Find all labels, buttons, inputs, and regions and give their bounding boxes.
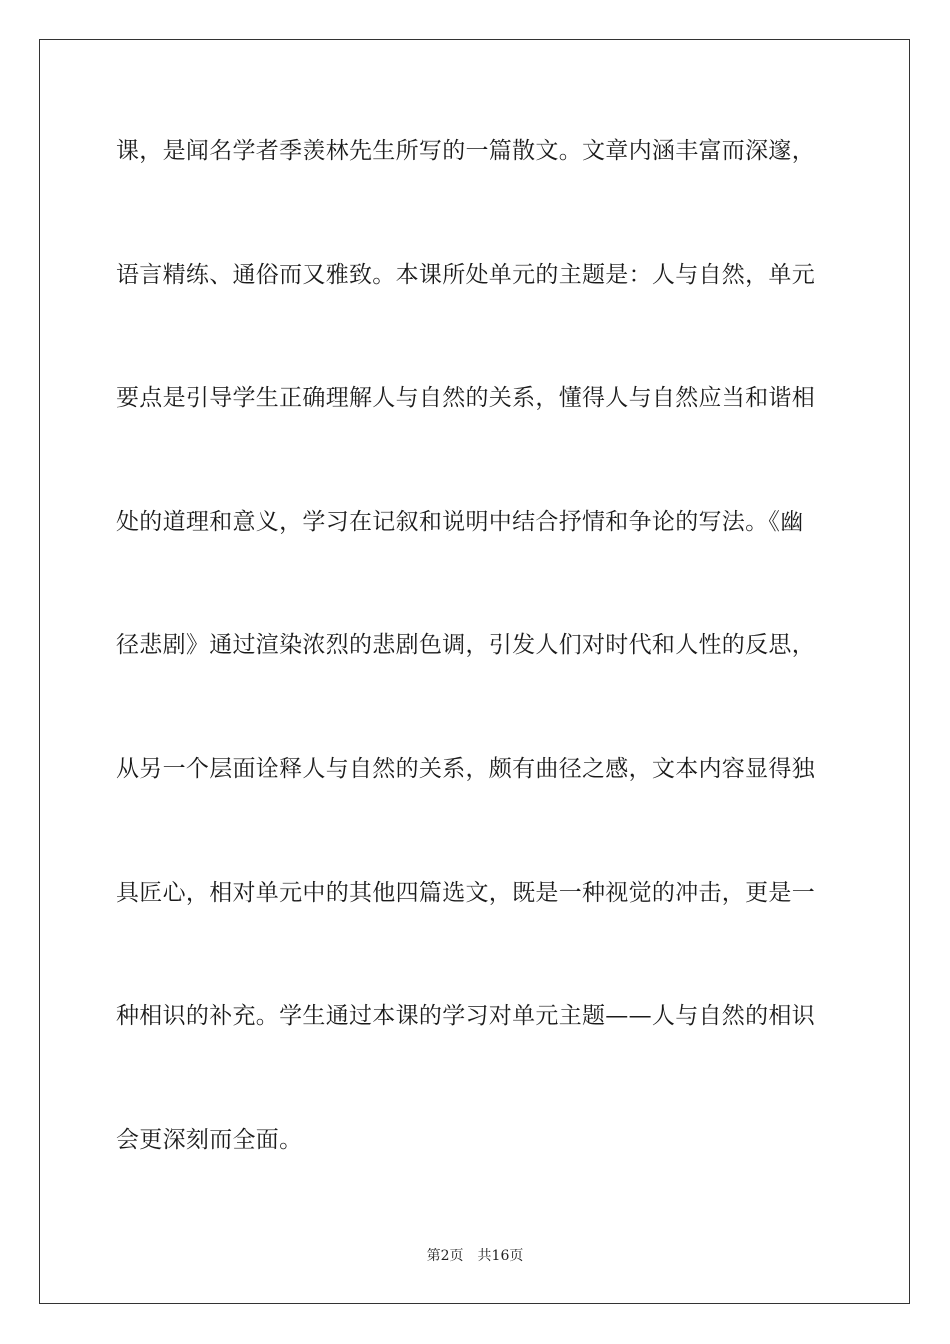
text-line: 种相识的补充。学生通过本课的学习对单元主题——人与自然的相识 — [116, 1003, 815, 1030]
text-line: 处的道理和意义，学习在记叙和说明中结合抒情和争论的写法。《幽 — [116, 508, 804, 535]
text-line: 要点是引导学生正确理解人与自然的关系，懂得人与自然应当和谐相 — [116, 385, 815, 412]
page-footer — [0, 1245, 950, 1265]
text-line: 径悲剧》通过渲染浓烈的悲剧色调，引发人们对时代和人性的反思， — [116, 632, 815, 659]
text-line: 课，是闻名学者季羡林先生所写的一篇散文。文章内涵丰富而深邃， — [116, 138, 815, 164]
text-line: 语言精练、通俗而又雅致。本课所处单元的主题是：人与自然，单元 — [116, 261, 815, 288]
text-line: 具匠心，相对单元中的其他四篇选文，既是一种视觉的冲击，更是一 — [116, 879, 815, 906]
text-line: 从另一个层面诠释人与自然的关系，颇有曲径之感，文本内容显得独 — [116, 755, 815, 782]
text-line: 会更深刻而全面。 — [116, 1126, 303, 1153]
page-total: 共16页 — [477, 1248, 524, 1264]
body-text — [116, 128, 834, 1240]
page-number: 第2页 — [426, 1248, 464, 1264]
